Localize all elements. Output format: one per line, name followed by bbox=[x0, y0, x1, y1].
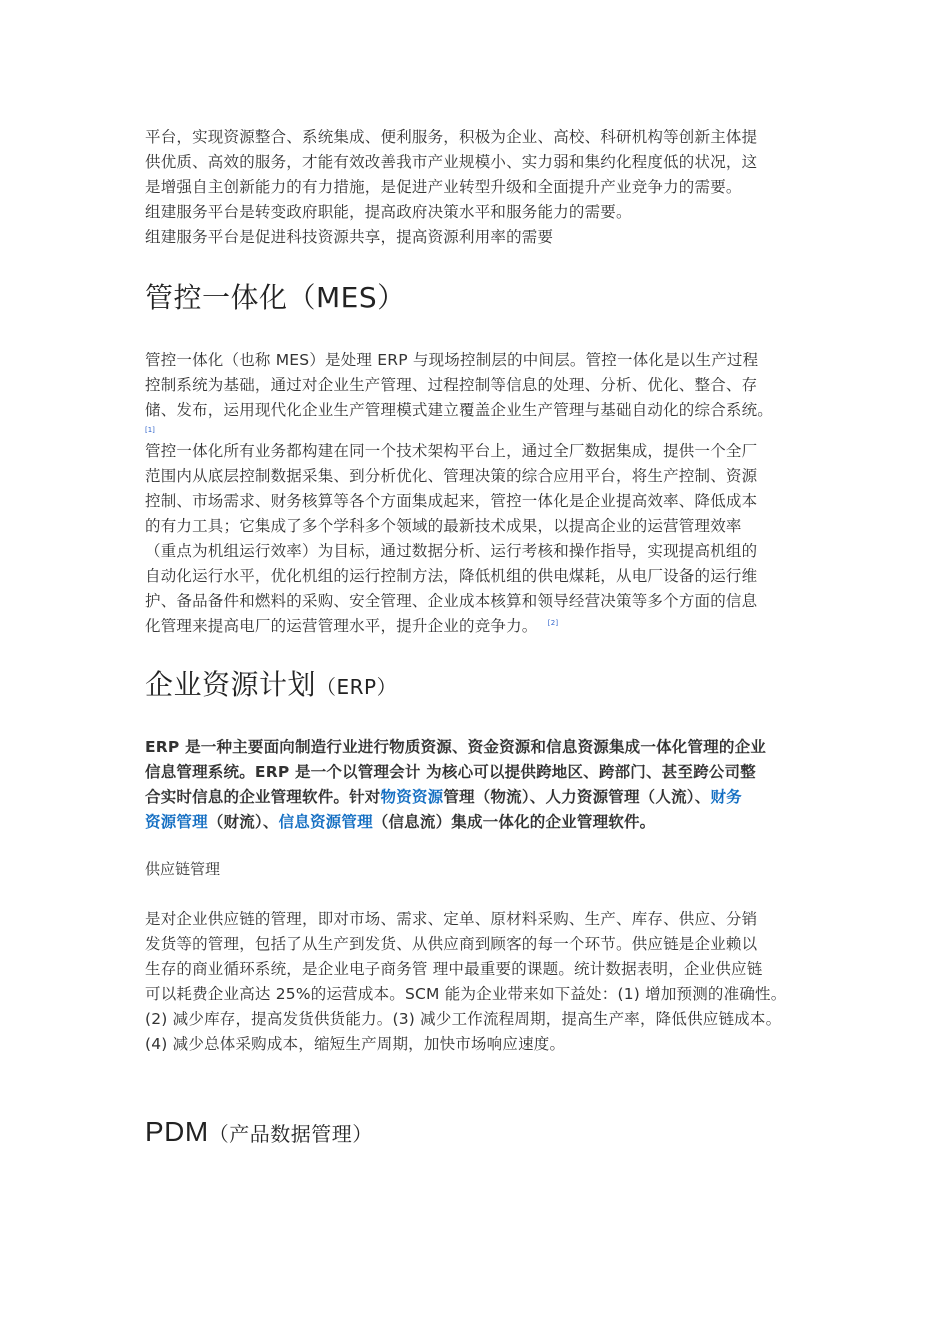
mes-line: 范围内从底层控制数据采集、到分析优化、管理决策的综合应用平台，将生产控制、资源 bbox=[145, 467, 758, 485]
mes-line: 储、发布，运用现代化企业生产管理模式建立覆盖企业生产管理与基础自动化的综合系统。 bbox=[145, 401, 774, 419]
mes-line-text: 化管理来提高电厂的运营管理水平，提升企业的竞争力。 bbox=[145, 617, 538, 635]
scm-title: 供应链管理 bbox=[145, 860, 221, 878]
erp-line bbox=[145, 785, 825, 810]
info-resource-link[interactable]: 信息资源管理 bbox=[278, 813, 373, 831]
reference-2-link[interactable]: [2] bbox=[547, 618, 559, 627]
mes-line: 的有力工具；它集成了多个学科多个领域的最新技术成果，以提高企业的运营管理效率 bbox=[145, 517, 742, 535]
intro-line: 平台，实现资源整合、系统集成、便利服务，积极为企业、高校、科研机构等创新主体提 bbox=[145, 128, 758, 146]
scm-line: (2) 减少库存，提高发货供货能力。(3) 减少工作流程周期，提高生产率，降低供应链成本。 bbox=[145, 1010, 782, 1028]
finance-resource-link[interactable]: 财务 bbox=[710, 788, 742, 806]
reference-1-link[interactable]: [1] bbox=[145, 426, 155, 434]
finance-resource-link-cont[interactable]: 资源管理 bbox=[145, 813, 208, 831]
erp-line-text: （财流）、 bbox=[207, 813, 279, 831]
erp-heading bbox=[145, 665, 825, 707]
mes-line: 控制、市场需求、财务核算等各个方面集成起来，管控一体化是企业提高效率、降低成本 bbox=[145, 492, 758, 510]
erp-paragraph bbox=[145, 735, 825, 835]
mes-line: （重点为机组运行效率）为目标，通过数据分析、运行考核和操作指导，实现提高机组的 bbox=[145, 542, 758, 560]
scm-line: 发货等的管理，包括了从生产到发货、从供应商到顾客的每一个环节。供应链是企业赖以 bbox=[145, 935, 758, 953]
erp-heading-main: 企业资源计划 bbox=[145, 668, 317, 701]
intro-line: 组建服务平台是促进科技资源共享，提高资源利用率的需要 bbox=[145, 228, 554, 246]
pdm-heading bbox=[145, 1112, 825, 1154]
document-page bbox=[145, 125, 825, 1154]
intro-line: 是增强自主创新能力的有力措施，是促进产业转型升级和全面提升产业竞争力的需要。 bbox=[145, 178, 742, 196]
mes-heading-text: 管控一体化（MES） bbox=[145, 281, 406, 314]
erp-line: ERP 是一种主要面向制造行业进行物质资源、资金资源和信息资源集成一体化管理的企业 bbox=[145, 738, 766, 756]
scm-line: 生存的商业循环系统，是企业电子商务管 理中最重要的课题。统计数据表明，企业供应链 bbox=[145, 960, 763, 978]
erp-line-text: （信息流）集成一体化的企业管理软件。 bbox=[372, 813, 656, 831]
scm-line: 可以耗费企业高达 25%的运营成本。SCM 能为企业带来如下益处：(1) 增加预测的准确性。 bbox=[145, 985, 787, 1003]
pdm-heading-main: PDM bbox=[145, 1116, 209, 1147]
erp-heading-sub: （ERP） bbox=[316, 675, 398, 699]
pdm-heading-sub: （产品数据管理） bbox=[208, 1122, 373, 1146]
scm-line: 是对企业供应链的管理，即对市场、需求、定单、原材料采购、生产、库存、供应、分销 bbox=[145, 910, 758, 928]
mes-heading bbox=[145, 278, 825, 318]
intro-line: 供优质、高效的服务，才能有效改善我市产业规模小、实力弱和集约化程度低的状况，这 bbox=[145, 153, 758, 171]
erp-line: 信息管理系统。ERP 是一个以管理会计 为核心可以提供跨地区、跨部门、甚至跨公司整 bbox=[145, 763, 756, 781]
material-resource-link[interactable]: 物资资源 bbox=[380, 788, 444, 806]
mes-line: 自动化运行水平，优化机组的运行控制方法，降低机组的供电煤耗，从电厂设备的运行维 bbox=[145, 567, 758, 585]
mes-paragraph-2 bbox=[145, 439, 825, 639]
erp-line-text: 合实时信息的企业管理软件。针对 bbox=[145, 788, 381, 806]
scm-paragraph bbox=[145, 907, 825, 1057]
erp-line bbox=[145, 810, 825, 835]
mes-line: 管控一体化（也称 MES）是处理 ERP 与现场控制层的中间层。管控一体化是以生产过程 bbox=[145, 351, 759, 369]
intro-paragraph bbox=[145, 125, 825, 250]
mes-line bbox=[145, 614, 825, 639]
scm-line: (4) 减少总体采购成本，缩短生产周期，加快市场响应速度。 bbox=[145, 1035, 566, 1053]
mes-line: 护、备品备件和燃料的采购、安全管理、企业成本核算和领导经营决策等多个方面的信息 bbox=[145, 592, 758, 610]
intro-line: 组建服务平台是转变政府职能，提高政府决策水平和服务能力的需要。 bbox=[145, 203, 632, 221]
mes-line: 管控一体化所有业务都构建在同一个技术架构平台上，通过全厂数据集成，提供一个全厂 bbox=[145, 442, 758, 460]
mes-line: 控制系统为基础，通过对企业生产管理、过程控制等信息的处理、分析、优化、整合、存 bbox=[145, 376, 758, 394]
erp-line-text: 管理（物流）、人力资源管理（人流）、 bbox=[443, 788, 711, 806]
mes-paragraph-1 bbox=[145, 348, 825, 423]
